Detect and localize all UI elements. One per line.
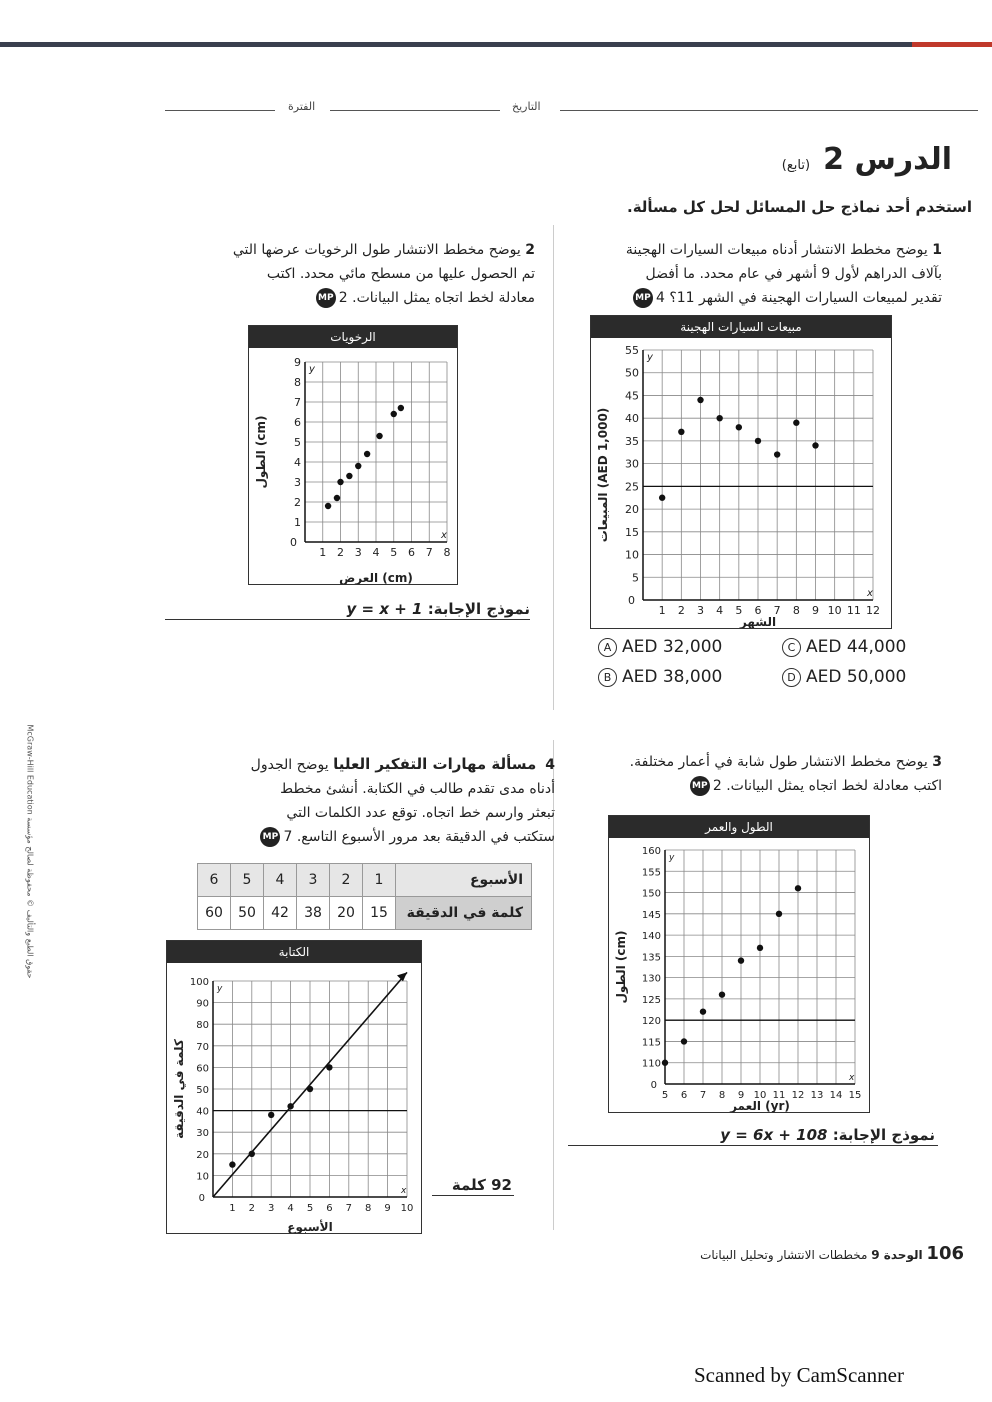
data-point — [736, 424, 742, 430]
x-tick-label: 6 — [326, 1203, 333, 1214]
table-cell: 20 — [330, 897, 363, 930]
option-d-text: AED 50,000 — [806, 667, 907, 687]
y-tick-label: 145 — [641, 909, 661, 921]
data-point — [774, 451, 780, 457]
x-tick-label: 4 — [372, 546, 380, 559]
y-tick-label: 9 — [294, 356, 301, 369]
x-axis-title: العرض (cm) — [339, 571, 413, 584]
y-tick-label: 155 — [641, 867, 661, 879]
data-point — [398, 405, 404, 411]
top-bar-accent — [912, 42, 992, 47]
y-tick-label: 7 — [294, 396, 301, 409]
footer-text: مخططات الانتشار وتحليل البيانات — [700, 1248, 868, 1262]
table-row-weeks — [198, 864, 532, 897]
y-tick-label: 120 — [641, 1016, 661, 1028]
x-tick-label: 4 — [287, 1203, 294, 1214]
chart-mollusks-plot — [249, 348, 457, 584]
mp-badge-icon: MP — [633, 288, 653, 308]
x-tick-label: 13 — [810, 1090, 824, 1101]
x-tick-label: 2 — [677, 604, 685, 617]
question-4 — [180, 752, 555, 849]
period-label: الفترة — [288, 100, 316, 113]
x-tick-label: 11 — [772, 1090, 786, 1101]
y-axis-title: الطول (cm) — [254, 415, 268, 489]
column-divider-top — [553, 225, 554, 710]
y-tick-label: 110 — [641, 1058, 661, 1070]
table-cell: 5 — [231, 864, 264, 897]
y-tick-label: 140 — [641, 931, 661, 943]
table-cell: 1 — [363, 864, 396, 897]
data-point — [364, 451, 370, 457]
y-tick-label: 80 — [196, 1020, 209, 1032]
chart-height-title: الطول والعمر — [609, 816, 869, 838]
chart-cars-plot — [591, 338, 891, 628]
chart-mollusks-title: الرخويات — [249, 326, 457, 348]
data-point — [757, 945, 763, 951]
data-point — [812, 442, 818, 448]
data-point — [795, 885, 801, 891]
y-tick-label: 1 — [294, 516, 301, 529]
option-a-text: AED 32,000 — [622, 637, 723, 657]
x-tick-label: 8 — [365, 1203, 372, 1214]
y-tick-label: 20 — [625, 503, 639, 517]
table-cell: 15 — [363, 897, 396, 930]
y-tick-label: 60 — [196, 1063, 209, 1075]
x-tick-label: 2 — [337, 546, 344, 559]
y-axis-title: كلمة في الدقيقة — [172, 1039, 186, 1139]
x-tick-label: 9 — [384, 1203, 391, 1214]
option-a[interactable] — [598, 637, 722, 657]
q2-number: 2 — [525, 242, 535, 258]
x-tick-label: 6 — [754, 604, 762, 617]
watermark: Scanned by CamScanner — [694, 1363, 904, 1387]
data-point — [659, 495, 665, 501]
q4-line-4: ستكتب في الدقيقة بعد مرور الأسبوع التاسع. 7 — [283, 829, 555, 845]
q3-line-1: يوضح مخطط الانتشار طول شابة في أعمار مختلفة. — [629, 754, 928, 770]
origin-label: 0 — [198, 1193, 205, 1204]
q1-line-2: بآلاف الدراهم لأول 9 أشهر في عام محدد. ما أفضل — [645, 266, 942, 282]
footer-page: 106 — [926, 1243, 964, 1264]
y-tick-label: 150 — [641, 888, 661, 900]
x-variable-label: x — [401, 1186, 407, 1196]
x-tick-label: 3 — [354, 546, 362, 559]
q4-answer: 92 كلمة — [451, 1176, 512, 1194]
x-tick-label: 8 — [792, 604, 800, 617]
mp-badge-icon: MP — [316, 288, 336, 308]
x-axis-title: الأسبوع — [287, 1220, 333, 1233]
data-point — [326, 1064, 332, 1070]
option-b-letter: B — [598, 668, 617, 687]
q2-answer-eq: y = x + 1 — [346, 600, 423, 618]
x-tick-label: 5 — [306, 1203, 314, 1214]
date-line — [330, 110, 500, 111]
chart-writing-plot — [167, 963, 421, 1233]
chart-cars-title: مبيعات السيارات الهجينة — [591, 316, 891, 338]
y-tick-label: 25 — [625, 480, 639, 494]
table-row-label: الأسبوع — [396, 864, 532, 897]
x-tick-label: 11 — [846, 604, 861, 617]
data-point — [755, 438, 761, 444]
y-tick-label: 70 — [196, 1041, 209, 1053]
lesson-cont: (تابع) — [781, 158, 811, 173]
x-tick-label: 5 — [735, 604, 743, 617]
q4-heading: مسألة مهارات التفكير العليا — [333, 755, 537, 773]
origin-label: 0 — [290, 536, 297, 549]
mp-badge-icon: MP — [260, 827, 280, 847]
date-label: التاريخ — [512, 100, 541, 113]
x-tick-label: 3 — [697, 604, 704, 617]
data-point — [776, 911, 782, 917]
y-tick-label: 30 — [196, 1128, 209, 1140]
x-tick-label: 7 — [425, 546, 433, 559]
table-cell: 38 — [297, 897, 330, 930]
x-tick-label: 6 — [408, 546, 415, 559]
option-b[interactable] — [598, 667, 722, 687]
data-point — [391, 411, 397, 417]
lesson-title: الدرس 2 — [823, 142, 952, 177]
q3-answer-line — [568, 1145, 938, 1146]
x-tick-label: 1 — [229, 1203, 236, 1214]
q2-line-3: معادلة لخط اتجاه يمثل البيانات. 2 — [338, 290, 535, 306]
y-variable-label: y — [669, 853, 675, 863]
writing-table — [197, 863, 532, 930]
y-tick-label: 130 — [641, 973, 661, 985]
y-tick-label: 10 — [625, 548, 639, 562]
y-tick-label: 115 — [641, 1037, 661, 1049]
y-tick-label: 3 — [294, 476, 301, 489]
x-tick-label: 2 — [248, 1203, 255, 1214]
data-point — [697, 397, 703, 403]
data-point — [793, 420, 799, 426]
q3-line-2: اكتب معادلة لخط اتجاه يمثل البيانات. 2 — [712, 778, 942, 794]
x-axis-title: الشهر — [739, 615, 777, 628]
data-point — [719, 991, 725, 997]
top-bar — [0, 42, 992, 47]
table-cell: 50 — [231, 897, 264, 930]
table-row-words — [198, 897, 532, 930]
table-cell: 4 — [264, 864, 297, 897]
x-tick-label: 9 — [737, 1090, 745, 1101]
chart-writing — [166, 940, 422, 1234]
instruction: استخدم أحد نماذج حل المسائل لحل كل مسألة. — [627, 198, 972, 216]
origin-label: 0 — [650, 1080, 657, 1091]
x-tick-label: 4 — [716, 604, 724, 617]
q2-answer-line — [165, 619, 530, 620]
q2-answer — [300, 600, 530, 618]
q4-number: 4 — [545, 757, 555, 773]
option-c-letter: C — [782, 638, 801, 657]
y-tick-label: 45 — [625, 389, 639, 403]
data-point — [681, 1038, 687, 1044]
y-tick-label: 5 — [294, 436, 301, 449]
x-tick-label: 9 — [812, 604, 819, 617]
q3-number: 3 — [932, 754, 942, 770]
table-row-label: كلمة في الدقيقة — [396, 897, 532, 930]
option-c-text: AED 44,000 — [806, 637, 907, 657]
name-line — [560, 110, 978, 111]
origin-label: 0 — [628, 594, 635, 607]
chart-height — [608, 815, 870, 1113]
data-point — [268, 1112, 274, 1118]
q2-answer-label: نموذج الإجابة: — [427, 600, 530, 618]
y-tick-label: 8 — [294, 376, 301, 389]
y-tick-label: 35 — [625, 434, 639, 448]
x-tick-label: 7 — [699, 1090, 707, 1101]
q4-line-1: يوضح الجدول — [250, 757, 329, 773]
y-tick-label: 2 — [294, 496, 301, 509]
q3-answer-label: نموذج الإجابة: — [832, 1126, 935, 1144]
x-tick-label: 1 — [658, 604, 666, 617]
q4-line-2: أدناه مدى تقدم طالب في الكتابة. أنشئ مخطط — [280, 781, 555, 797]
y-tick-label: 20 — [196, 1149, 209, 1161]
y-tick-label: 125 — [641, 994, 661, 1006]
x-tick-label: 7 — [773, 604, 781, 617]
y-tick-label: 90 — [196, 998, 209, 1010]
x-tick-label: 10 — [400, 1203, 414, 1214]
y-tick-label: 160 — [641, 846, 661, 857]
x-tick-label: 10 — [753, 1090, 767, 1101]
data-point — [229, 1161, 235, 1167]
q1-line-3: تقدير لمبيعات السيارات الهجينة في الشهر 11؟ 4 — [655, 290, 942, 306]
x-variable-label: x — [849, 1073, 855, 1083]
y-tick-label: 5 — [632, 571, 639, 585]
publisher-sidebar: McGraw-Hill Education حقوق الطبع والتأليف © محفوظة لصالح مؤسسة — [25, 724, 35, 979]
footer-unit: الوحدة 9 — [871, 1248, 923, 1262]
data-point — [325, 503, 331, 509]
period-line — [165, 110, 275, 111]
q4-line-3: تبعثر وارسم خط اتجاه. توقع عدد الكلمات التي — [286, 805, 555, 821]
data-point — [355, 463, 361, 469]
option-b-text: AED 38,000 — [622, 667, 723, 687]
data-point — [307, 1086, 313, 1092]
data-point — [334, 495, 340, 501]
x-tick-label: 8 — [443, 546, 451, 559]
x-variable-label: x — [867, 588, 873, 599]
option-d[interactable] — [782, 667, 906, 687]
q3-answer — [640, 1126, 935, 1144]
data-point — [738, 957, 744, 963]
data-point — [700, 1008, 706, 1014]
footer — [464, 1243, 964, 1264]
y-axis-title: الطول (cm) — [614, 930, 628, 1004]
chart-mollusks — [248, 325, 458, 585]
y-tick-label: 50 — [196, 1085, 209, 1096]
data-point — [662, 1060, 668, 1066]
q2-line-1: يوضح مخطط الانتشار طول الرخويات عرضها التي — [232, 242, 521, 258]
q1-number: 1 — [932, 242, 942, 258]
mp-badge-icon: MP — [690, 776, 710, 796]
table-cell: 6 — [198, 864, 231, 897]
y-tick-label: 100 — [189, 977, 209, 988]
data-point — [346, 473, 352, 479]
data-point — [716, 415, 722, 421]
x-tick-label: 12 — [866, 604, 880, 617]
question-1 — [560, 238, 942, 310]
question-3 — [560, 750, 942, 798]
x-tick-label: 1 — [319, 546, 327, 559]
q4-answer-line — [432, 1195, 514, 1196]
y-tick-label: 6 — [294, 416, 301, 429]
x-axis-title: العمر (yr) — [730, 1099, 790, 1112]
q3-answer-eq: y = 6x + 108 — [720, 1126, 828, 1144]
y-variable-label: y — [217, 984, 223, 994]
y-tick-label: 50 — [625, 366, 639, 380]
y-tick-label: 10 — [196, 1171, 209, 1183]
option-d-letter: D — [782, 668, 801, 687]
q2-line-2: تم الحصول عليها من مسطح مائي محدد. اكتب — [266, 266, 535, 282]
data-point — [678, 429, 684, 435]
x-tick-label: 12 — [791, 1090, 805, 1101]
x-variable-label: x — [441, 530, 447, 541]
y-tick-label: 4 — [294, 456, 301, 469]
y-tick-label: 15 — [625, 525, 639, 539]
option-c[interactable] — [782, 637, 906, 657]
x-tick-label: 5 — [661, 1090, 669, 1101]
x-tick-label: 5 — [390, 546, 398, 559]
option-a-letter: A — [598, 638, 617, 657]
data-point — [249, 1151, 255, 1157]
table-cell: 42 — [264, 897, 297, 930]
question-2 — [170, 238, 535, 310]
chart-height-plot — [609, 838, 869, 1112]
x-tick-label: 8 — [718, 1090, 726, 1101]
data-point — [287, 1103, 293, 1109]
x-tick-label: 15 — [848, 1090, 862, 1101]
y-variable-label: y — [309, 364, 315, 375]
data-point — [337, 479, 343, 485]
q1-line-1: يوضح مخطط الانتشار أدناه مبيعات السيارات الهجينة — [625, 242, 928, 258]
y-tick-label: 40 — [625, 412, 639, 426]
trend-arrow-icon — [397, 972, 407, 981]
x-tick-label: 14 — [829, 1090, 843, 1101]
table-cell: 2 — [330, 864, 363, 897]
y-tick-label: 135 — [641, 952, 661, 964]
y-variable-label: y — [647, 352, 653, 363]
table-cell: 3 — [297, 864, 330, 897]
table-cell: 60 — [198, 897, 231, 930]
data-point — [376, 433, 382, 439]
x-tick-label: 10 — [827, 604, 842, 617]
x-tick-label: 3 — [268, 1203, 275, 1214]
y-axis-title: المبيعات (AED 1,000) — [596, 407, 610, 543]
y-tick-label: 30 — [625, 457, 639, 471]
lesson-heading — [552, 142, 952, 177]
y-tick-label: 40 — [196, 1106, 209, 1118]
x-tick-label: 6 — [680, 1090, 688, 1101]
chart-writing-title: الكتابة — [167, 941, 421, 963]
chart-cars — [590, 315, 892, 629]
y-tick-label: 55 — [625, 344, 639, 357]
x-tick-label: 7 — [345, 1203, 352, 1214]
